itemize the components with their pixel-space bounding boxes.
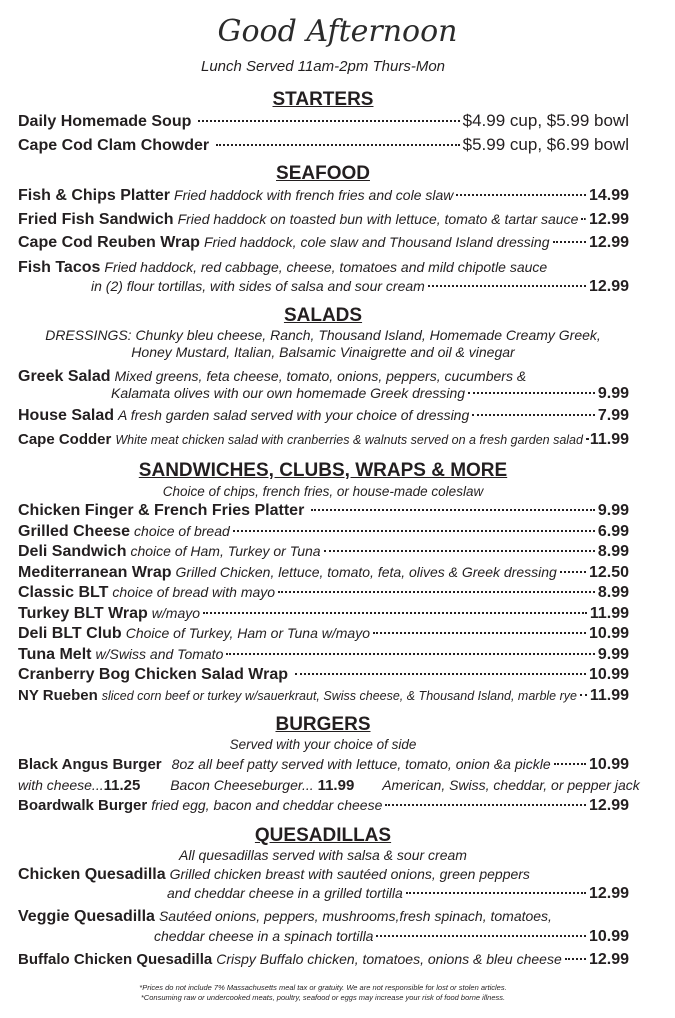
item-price: 7.99: [597, 407, 629, 424]
leader-dots: [216, 143, 460, 146]
sandwich-sides-note: Choice of chips, french fries, or house-made coleslaw: [162, 484, 484, 499]
item-description: choice of bread: [134, 523, 230, 539]
menu-item: [18, 605, 629, 623]
menu-item-continuation: [91, 278, 629, 296]
leader-dots: [203, 611, 587, 614]
menu-item: [18, 908, 629, 926]
bacon-label: Bacon Cheeseburger...: [170, 777, 314, 793]
item-name: Cape Cod Reuben Wrap: [18, 234, 200, 251]
leader-dots: [226, 652, 595, 655]
section-heading-burgers: BURGERS: [275, 714, 371, 735]
item-name: Cranberry Bog Chicken Salad Wrap: [18, 666, 288, 683]
section-heading-sandwiches: SANDWICHES, CLUBS, WRAPS & MORE: [138, 460, 508, 481]
leader-dots: [472, 413, 595, 416]
item-description: A fresh garden salad served with your choice of dressing: [118, 407, 470, 423]
item-price: 6.99: [597, 523, 629, 540]
item-description: Mixed greens, feta cheese, tomato, onions, peppers, cucumbers &: [114, 368, 527, 384]
menu-item: [18, 866, 629, 884]
item-description-cont: Kalamata olives with our own homemade Greek dressing: [111, 385, 466, 401]
menu-item: [18, 625, 629, 643]
footer-tax-note: *Prices do not include 7% Massachusetts meal tax or gratuity. We are not responsible for lost or stolen articles.: [139, 983, 507, 992]
quesadilla-note: All quesadillas served with salsa & sour cream: [179, 847, 467, 863]
menu-item-continuation: [167, 885, 629, 903]
item-name: Chicken Quesadilla: [18, 866, 166, 883]
item-price: 8.99: [597, 584, 629, 601]
leader-dots: [456, 193, 586, 196]
item-price: 10.99: [588, 928, 629, 945]
leader-dots: [311, 508, 595, 511]
item-description: fried egg, bacon and cheddar cheese: [151, 797, 383, 813]
item-price: $4.99 cup, $5.99 bowl: [462, 111, 629, 130]
menu-item: [18, 368, 629, 386]
menu-item: [18, 523, 629, 541]
item-description: Fried haddock on toasted bun with lettuce, tomato & tartar sauce: [177, 211, 579, 227]
section-heading-seafood: SEAFOOD: [276, 163, 370, 184]
item-price: 11.99: [589, 605, 629, 622]
dressings-line-2: Honey Mustard, Italian, Balsamic Vinaigrette and oil & vinegar: [131, 344, 515, 360]
leader-dots: [385, 803, 586, 806]
item-description: w/mayo: [151, 605, 201, 621]
item-name: Chicken Finger & French Fries Platter: [18, 502, 305, 519]
item-description: Fried haddock with french fries and cole slaw: [174, 187, 454, 203]
cheese-types: American, Swiss, cheddar, or pepper jack: [382, 777, 640, 793]
item-name: Turkey BLT Wrap: [18, 605, 148, 622]
item-description-cont: cheddar cheese in a spinach tortilla: [154, 928, 374, 944]
item-name: Classic BLT: [18, 584, 109, 601]
item-price: 12.99: [588, 951, 629, 968]
leader-dots: [554, 762, 586, 765]
item-description: Crispy Buffalo chicken, tomatoes, onions & bleu cheese: [216, 951, 562, 967]
item-description: Grilled chicken breast with sautéed onions, green peppers: [169, 866, 530, 882]
item-price: 9.99: [597, 385, 629, 402]
menu-item-continuation: [111, 385, 629, 403]
item-description: Fried haddock, red cabbage, cheese, tomatoes and mild chipotle sauce: [104, 259, 548, 275]
burger-extras: [18, 777, 640, 794]
menu-item-continuation: [154, 928, 629, 946]
menu-item: [18, 797, 629, 815]
menu-item: [18, 756, 629, 774]
menu-item: [18, 234, 629, 252]
item-description: 8oz all beef patty served with lettuce, tomato, onion &a pickle: [171, 756, 551, 772]
leader-dots: [553, 240, 586, 243]
lunch-hours: Lunch Served 11am-2pm Thurs-Mon: [201, 58, 445, 75]
item-name: Boardwalk Burger: [18, 797, 148, 814]
item-price: 9.99: [597, 646, 629, 663]
item-description: choice of Ham, Turkey or Tuna: [130, 543, 321, 559]
leader-dots: [468, 392, 595, 394]
menu-item: [18, 187, 629, 205]
item-price: 12.99: [588, 278, 629, 295]
section-heading-quesadillas: QUESADILLAS: [254, 825, 392, 846]
leader-dots: [376, 935, 585, 937]
item-name: Buffalo Chicken Quesadilla: [18, 951, 213, 968]
item-name: Greek Salad: [18, 368, 111, 385]
menu-item: [18, 564, 629, 582]
item-price: 12.99: [588, 797, 629, 814]
item-description: sliced corn beef or turkey w/sauerkraut, Swiss cheese, & Thousand Island, marble rye: [101, 689, 577, 703]
item-price: 12.99: [588, 885, 629, 902]
item-name: House Salad: [18, 407, 115, 424]
leader-dots: [324, 549, 595, 552]
item-name: Black Angus Burger: [18, 756, 162, 773]
item-price: 11.99: [589, 687, 629, 704]
footer-health-note: *Consuming raw or undercooked meats, poultry, seafood or eggs may increase your risk of food borne illness.: [140, 993, 506, 1002]
item-description: Choice of Turkey, Ham or Tuna w/mayo: [125, 625, 371, 641]
menu-item: [18, 407, 629, 425]
item-name: Deli Sandwich: [18, 543, 127, 560]
leader-dots: [565, 957, 586, 960]
leader-dots: [233, 529, 595, 532]
cheese-label: with cheese...: [18, 777, 104, 793]
dressings-line-1: DRESSINGS: Chunky bleu cheese, Ranch, Thousand Island, Homemade Creamy Greek,: [45, 327, 601, 343]
item-description-cont: and cheddar cheese in a grilled tortilla: [167, 885, 403, 901]
item-price: 9.99: [597, 502, 629, 519]
menu-title: Good Afternoon: [217, 14, 458, 49]
item-description: White meat chicken salad with cranberries & walnuts served on a fresh garden salad: [115, 433, 583, 447]
item-price: $5.99 cup, $6.99 bowl: [462, 135, 629, 154]
item-name: Daily Homemade Soup: [18, 113, 192, 130]
item-name: Fish & Chips Platter: [18, 187, 171, 204]
item-price: 12.50: [588, 564, 629, 581]
leader-dots: [198, 119, 459, 122]
leader-dots: [580, 693, 587, 696]
leader-dots: [295, 672, 586, 675]
item-price: 12.99: [588, 211, 629, 228]
item-name: Fried Fish Sandwich: [18, 211, 174, 228]
menu-item: [18, 584, 629, 602]
bacon-price: 11.99: [317, 777, 355, 794]
item-price: 14.99: [588, 187, 629, 204]
leader-dots: [560, 570, 586, 573]
item-name: NY Rueben: [18, 687, 98, 704]
leader-dots: [278, 590, 595, 593]
menu-item: [18, 259, 629, 277]
item-price: 10.99: [588, 756, 629, 773]
menu-item: [18, 687, 629, 705]
menu-item: [18, 111, 629, 131]
menu-item: [18, 431, 629, 449]
section-heading-starters: STARTERS: [272, 89, 374, 110]
leader-dots: [373, 631, 586, 634]
menu-item: [18, 666, 629, 684]
item-price: 10.99: [588, 666, 629, 683]
item-price: 12.99: [588, 234, 629, 251]
leader-dots: [406, 892, 586, 894]
menu-item: [18, 135, 629, 155]
item-name: Fish Tacos: [18, 259, 101, 276]
item-name: Mediterranean Wrap: [18, 564, 172, 581]
item-name: Grilled Cheese: [18, 523, 131, 540]
leader-dots: [428, 285, 586, 287]
leader-dots: [581, 217, 586, 220]
leader-dots: [586, 437, 587, 440]
item-name: Tuna Melt: [18, 646, 92, 663]
item-price: 10.99: [588, 625, 629, 642]
item-name: Cape Codder: [18, 431, 112, 448]
menu-item: [18, 646, 629, 664]
item-description: Grilled Chicken, lettuce, tomato, feta, olives & Greek dressing: [175, 564, 557, 580]
item-name: Cape Cod Clam Chowder: [18, 137, 210, 154]
item-description: w/Swiss and Tomato: [95, 646, 224, 662]
item-price: 8.99: [597, 543, 629, 560]
menu-item: [18, 211, 629, 229]
item-description: Sautéed onions, peppers, mushrooms,fresh spinach, tomatoes,: [158, 908, 552, 924]
item-description: choice of bread with mayo: [112, 584, 276, 600]
section-heading-salads: SALADS: [283, 305, 363, 326]
item-price: 11.99: [589, 431, 629, 448]
menu-item: [18, 543, 629, 561]
menu-item: [18, 951, 629, 969]
menu-item: [18, 502, 629, 520]
item-description-cont: in (2) flour tortillas, with sides of salsa and sour cream: [91, 278, 425, 294]
burger-side-note: Served with your choice of side: [229, 737, 417, 752]
cheese-price: 11.25: [103, 777, 141, 794]
item-name: Veggie Quesadilla: [18, 908, 155, 925]
item-name: Deli BLT Club: [18, 625, 122, 642]
item-description: Fried haddock, cole slaw and Thousand Island dressing: [203, 234, 550, 250]
